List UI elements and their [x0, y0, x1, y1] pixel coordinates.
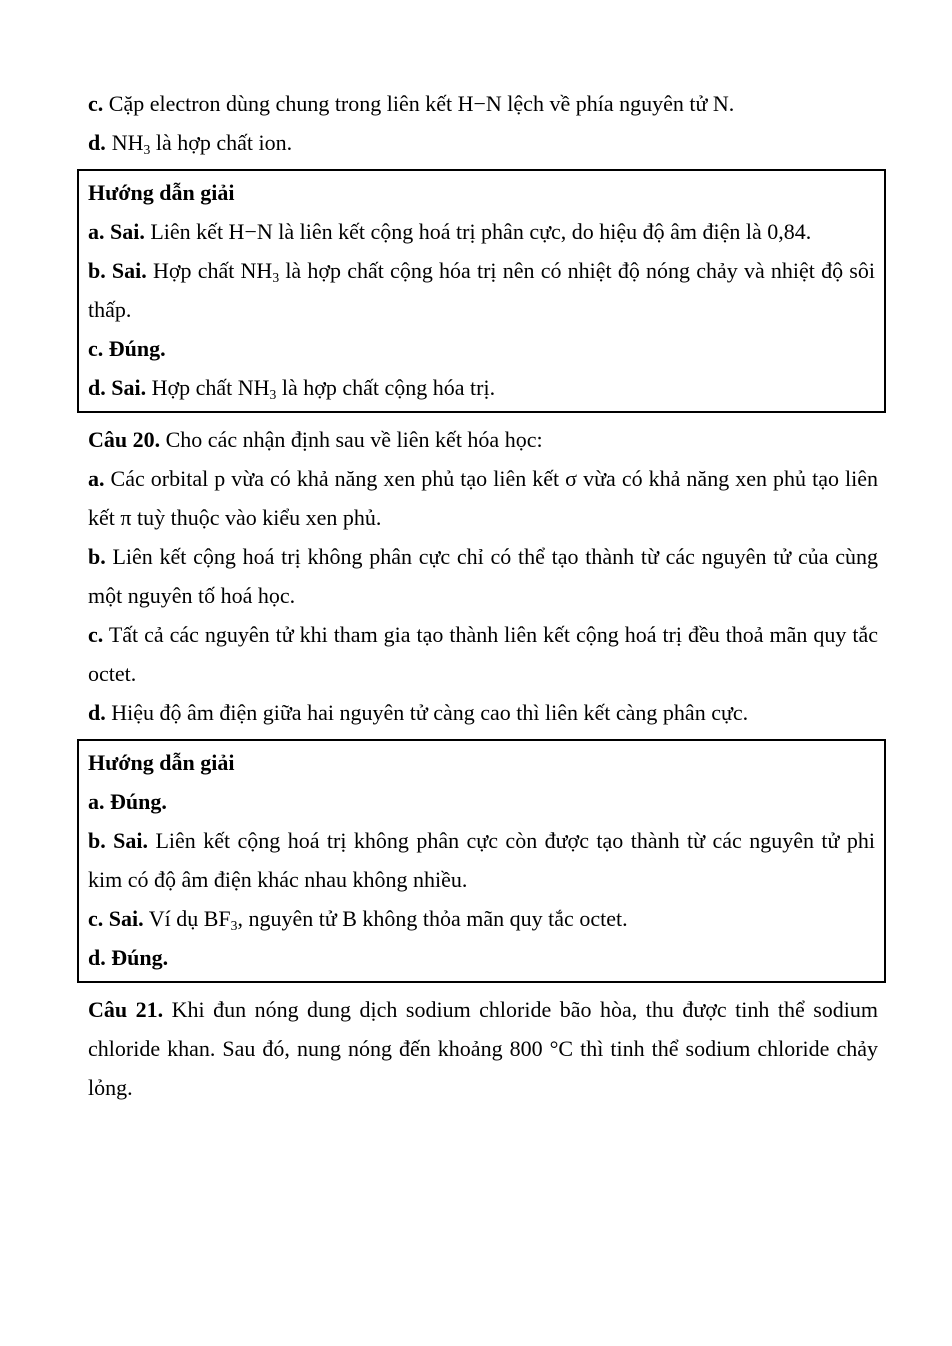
question-20-option-c-text: Tất cả các nguyên tử khi tham gia tạo thành liên kết cộng hoá trị đều thoả mãn quy tắc octet. — [88, 622, 878, 686]
question-20-option-b — [88, 537, 878, 615]
formula-nh3-subscript: 3 — [269, 386, 277, 402]
question-20-option-d — [88, 693, 878, 732]
solution-1-title — [88, 173, 875, 212]
solution-2-line-c-text2: , nguyên tử B không thỏa mãn quy tắc octet. — [237, 906, 628, 931]
solution-1-line-a-label: a. Sai. — [88, 219, 145, 244]
statement-d-label: d. — [88, 130, 106, 155]
question-21-label: Câu 21. — [88, 997, 164, 1022]
solution-1-line-b-text2: là hợp chất cộng hóa trị nên có nhiệt độ nóng chảy và nhiệt độ sôi thấp. — [88, 258, 875, 322]
solution-2-line-c — [88, 899, 875, 938]
question-20-option-a-label: a. — [88, 466, 105, 491]
formula-nh3 — [112, 130, 151, 155]
solution-box-1 — [77, 169, 886, 413]
formula-nh3-base: NH — [111, 130, 144, 155]
solution-1-line-c-label: c. Đúng. — [88, 336, 166, 361]
question-20-option-a — [88, 459, 878, 537]
question-21-text: Khi đun nóng dung dịch sodium chloride bão hòa, thu được tinh thể sodium chloride khan. Sau đó, nung nóng đến khoảng 800 °C thì tinh thể sodium chloride chảy lỏng. — [88, 997, 878, 1100]
statement-c-label: c. — [88, 91, 104, 116]
solution-2-line-d-label: d. Đúng. — [88, 945, 169, 970]
solution-2-line-a — [88, 782, 875, 821]
formula-nh3-subscript: 3 — [143, 141, 151, 157]
solution-2-line-b-text: Liên kết cộng hoá trị không phân cực còn được tạo thành từ các nguyên tử phi kim có độ âm điện khác nhau không nhiều. — [88, 828, 875, 892]
question-20-option-c-label: c. — [88, 622, 104, 647]
solution-1-line-a-text: Liên kết H−N là liên kết cộng hoá trị phân cực, do hiệu độ âm điện là 0,84. — [144, 219, 812, 244]
solution-2-title — [88, 743, 875, 782]
solution-1-line-d-text2: là hợp chất cộng hóa trị. — [276, 375, 496, 400]
statement-d-text: là hợp chất ion. — [150, 130, 293, 155]
question-20-option-d-text: Hiệu độ âm điện giữa hai nguyên tử càng cao thì liên kết càng phân cực. — [105, 700, 749, 725]
solution-1-line-a — [88, 212, 875, 251]
formula-bf3-subscript: 3 — [230, 917, 238, 933]
solution-1-title-text: Hướng dẫn giải — [88, 180, 235, 205]
solution-1-line-b-label: b. Sai. — [88, 258, 147, 283]
formula-nh3-subscript: 3 — [272, 269, 280, 285]
question-20-option-b-text: Liên kết cộng hoá trị không phân cực chỉ có thể tạo thành từ các nguyên tử của cùng một nguyên tố hoá học. — [88, 544, 878, 608]
statement-d — [88, 123, 878, 162]
question-20-option-d-label: d. — [88, 700, 106, 725]
question-21 — [88, 990, 878, 1107]
solution-1-line-d — [88, 368, 875, 407]
solution-1-line-c — [88, 329, 875, 368]
statement-c-text: Cặp electron dùng chung trong liên kết H−N lệch về phía nguyên tử N. — [103, 91, 735, 116]
solution-2-line-d — [88, 938, 875, 977]
solution-1-line-d-label: d. Sai. — [88, 375, 147, 400]
solution-2-line-a-label: a. Đúng. — [88, 789, 167, 814]
statement-c — [88, 84, 878, 123]
question-20 — [88, 420, 878, 459]
solution-1-line-b-text1: Hợp chất NH — [146, 258, 273, 283]
question-20-label: Câu 20. — [88, 427, 161, 452]
question-20-option-b-label: b. — [88, 544, 106, 569]
solution-2-title-text: Hướng dẫn giải — [88, 750, 235, 775]
question-20-option-a-text: Các orbital p vừa có khả năng xen phủ tạo liên kết σ vừa có khả năng xen phủ tạo liên kết π tuỳ thuộc vào kiểu xen phủ. — [88, 466, 878, 530]
solution-1-line-b — [88, 251, 875, 329]
question-20-option-c — [88, 615, 878, 693]
solution-1-line-d-text1: Hợp chất NH — [146, 375, 270, 400]
solution-2-line-c-label: c. Sai. — [88, 906, 144, 931]
question-20-text: Cho các nhận định sau về liên kết hóa học: — [160, 427, 543, 452]
solution-2-line-b — [88, 821, 875, 899]
solution-2-line-b-label: b. Sai. — [88, 828, 149, 853]
solution-box-2 — [77, 739, 886, 983]
solution-2-line-c-text1: Ví dụ BF — [143, 906, 231, 931]
